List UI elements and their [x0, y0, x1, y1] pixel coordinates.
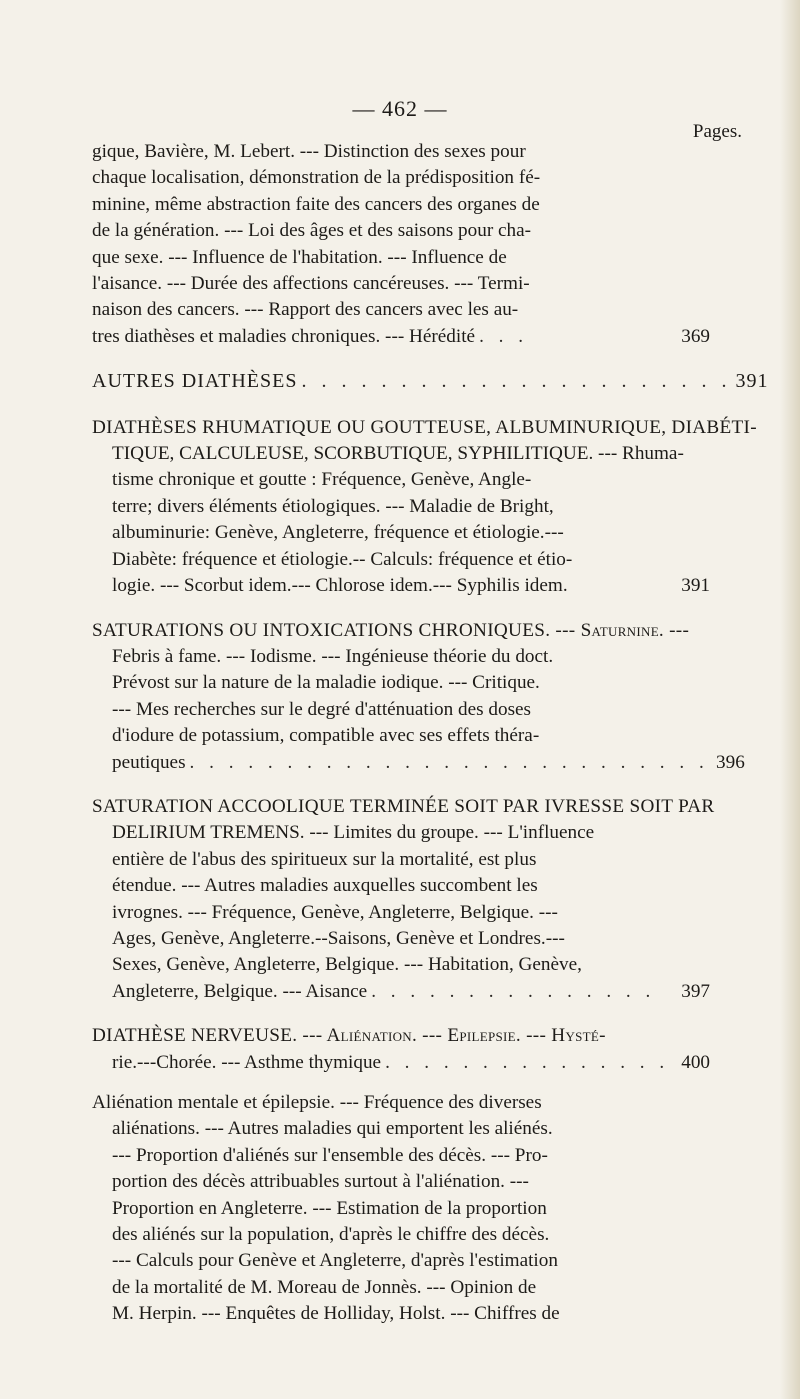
page-number: — 462 —: [352, 96, 448, 121]
toc-line: rie.---Chorée. --- Asthme thymique: [112, 1051, 382, 1073]
toc-line: --- Calculs pour Genève et Angleterre, d'après l'estimation: [112, 1250, 558, 1272]
toc-last-line: [92, 573, 710, 599]
toc-line: TIQUE, CALCULEUSE, SCORBUTIQUE, SYPHILITIQUE. --- Rhuma-: [112, 443, 684, 465]
toc-line: aliénations. --- Autres maladies qui emportent les aliénés.: [112, 1118, 553, 1140]
pages-column-label: Pages.: [692, 121, 742, 142]
toc-line: logie. --- Scorbut idem.--- Chlorose idem.--- Syphilis idem.: [112, 575, 568, 597]
page-ref: 396: [716, 751, 745, 773]
toc-line: DELIRIUM TREMENS. --- Limites du groupe. --- L'influence: [112, 822, 595, 844]
toc-line: --- Proportion d'aliénés sur l'ensemble des décès. --- Pro-: [112, 1144, 548, 1166]
toc-line: Proportion en Angleterre. --- Estimation de la proportion: [112, 1197, 547, 1219]
toc-line: SATURATION ACCOOLIQUE TERMINÉE SOIT PAR IVRESSE SOIT PAR: [92, 795, 715, 817]
toc-line: minine, même abstraction faite des cancers des organes de: [92, 193, 540, 215]
leader-dots: . . . . . . . . . . . . . . .: [385, 1051, 670, 1073]
toc-line: Diabète: fréquence et étiologie.-- Calculs: fréquence et étio-: [112, 548, 573, 570]
section-heading-autres-diatheses: [92, 368, 769, 394]
toc-line: peutiques: [112, 751, 186, 773]
toc-line: entière de l'abus des spiritueux sur la mortalité, est plus: [112, 848, 537, 870]
toc-line: chaque localisation, démonstration de la prédisposition fé-: [92, 167, 541, 189]
toc-line: étendue. --- Autres maladies auxquelles succombent les: [112, 875, 538, 897]
toc-line: naison des cancers. --- Rapport des cancers avec les au-: [92, 299, 519, 321]
toc-line: de la génération. --- Loi des âges et des saisons pour cha-: [92, 220, 532, 242]
page-ref: 391: [735, 370, 769, 393]
toc-line: DIATHÈSE NERVEUSE. --- Aliénation. --- Epilepsie. --- Hysté-: [92, 1025, 606, 1047]
toc-line: terre; divers éléments étiologiques. --- Maladie de Bright,: [112, 495, 554, 517]
toc-entry-saturations: [92, 618, 745, 776]
toc-line: portion des décès attribuables surtout à l'aliénation. ---: [112, 1171, 529, 1193]
toc-line: Febris à fame. --- Iodisme. --- Ingénieuse théorie du doct.: [112, 645, 554, 667]
page-ref: 369: [681, 325, 710, 347]
toc-line: des aliénés sur la population, d'après le chiffre des décès.: [112, 1224, 550, 1246]
toc-line: Angleterre, Belgique. --- Aisance: [112, 980, 368, 1002]
leader-dots: . . . . . . . . . . . . . . . . . . . . . .: [301, 370, 732, 393]
toc-last-line: [92, 324, 710, 350]
page-ref: 397: [681, 980, 710, 1002]
toc-entry-saturation-alcoolique: [92, 794, 715, 1005]
toc-line: --- Mes recherches sur le degré d'atténuation des doses: [112, 698, 532, 720]
page-edge-shadow: [780, 0, 800, 1399]
toc-line: tisme chronique et goutte : Fréquence, Genève, Angle-: [112, 469, 532, 491]
toc-last-line: [92, 368, 769, 394]
toc-line: ivrognes. --- Fréquence, Genève, Angleterre, Belgique. ---: [112, 901, 558, 923]
section-title: AUTRES DIATHÈSES: [92, 370, 298, 393]
toc-line: Ages, Genève, Angleterre.--Saisons, Genève et Londres.---: [112, 927, 565, 949]
leader-dots: . . . . . . . . . . . . . . .: [371, 980, 656, 1002]
page-ref: 400: [681, 1051, 710, 1073]
table-of-contents: [92, 139, 769, 1346]
toc-line: de la mortalité de M. Moreau de Jonnès. --- Opinion de: [112, 1276, 537, 1298]
toc-last-line: [92, 1050, 710, 1076]
toc-line: DIATHÈSES RHUMATIQUE OU GOUTTEUSE, ALBUMINURIQUE, DIABÉTI-: [92, 416, 757, 438]
leader-dots: . . .: [479, 325, 529, 347]
toc-line: SATURATIONS OU INTOXICATIONS CHRONIQUES. --- Saturnine. ---: [92, 619, 690, 641]
toc-line: Prévost sur la nature de la maladie iodique. --- Critique.: [112, 672, 540, 694]
toc-line: tres diathèses et maladies chroniques. --- Hérédité: [92, 325, 476, 347]
toc-line: Sexes, Genève, Angleterre, Belgique. --- Habitation, Genève,: [112, 954, 582, 976]
toc-line: d'iodure de potassium, compatible avec ses effets théra-: [112, 725, 540, 747]
toc-last-line: [92, 750, 745, 776]
toc-entry-alienation-mentale: [92, 1090, 710, 1328]
toc-line: que sexe. --- Influence de l'habitation. --- Influence de: [92, 246, 507, 268]
toc-entry-cancer: [92, 139, 710, 350]
leader-dots: . . . . . . . . . . . . . . . . . . . . . . . . . . .: [189, 751, 709, 773]
toc-entry-diatheses-rhumatique: [92, 415, 757, 600]
toc-line: l'aisance. --- Durée des affections cancéreuses. --- Termi-: [92, 273, 530, 295]
toc-line: gique, Bavière, M. Lebert. --- Distinction des sexes pour: [92, 141, 526, 162]
page-ref: 391: [681, 575, 710, 597]
toc-entry-diathese-nerveuse: [92, 1023, 710, 1076]
toc-line: albuminurie: Genève, Angleterre, fréquence et étiologie.---: [112, 522, 564, 544]
toc-last-line: [92, 979, 710, 1005]
toc-line: Aliénation mentale et épilepsie. --- Fréquence des diverses: [92, 1092, 542, 1113]
toc-line: M. Herpin. --- Enquêtes de Holliday, Holst. --- Chiffres de: [112, 1303, 560, 1325]
